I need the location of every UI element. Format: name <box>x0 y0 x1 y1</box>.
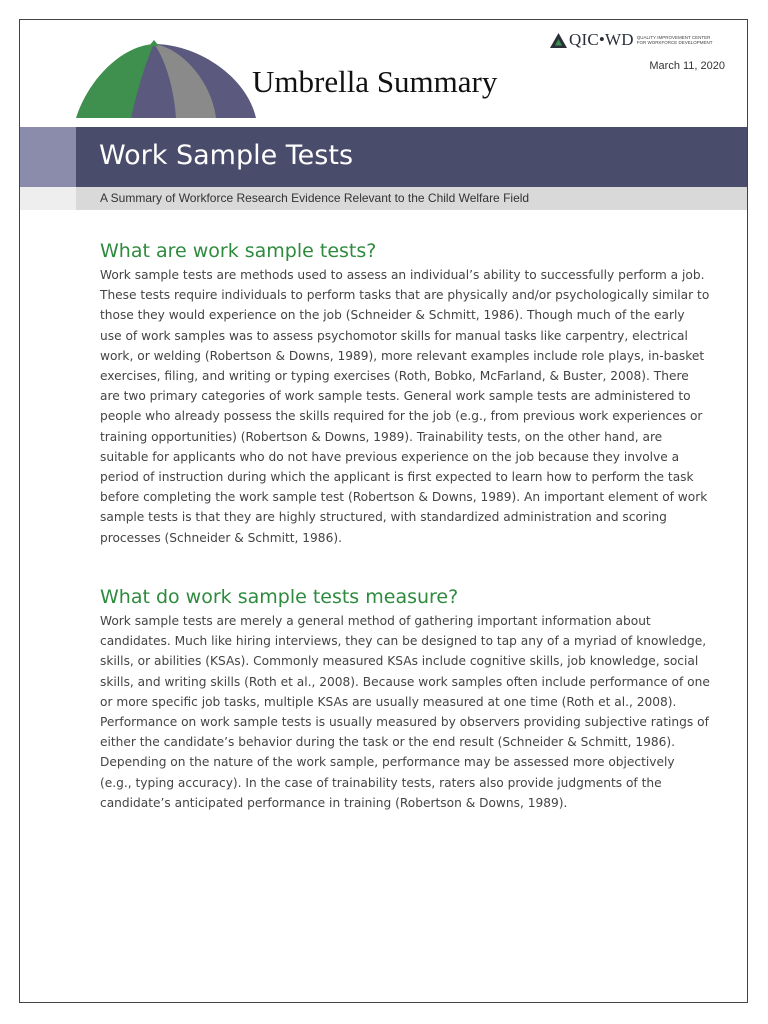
title-banner <box>76 127 748 187</box>
banner-subtitle: A Summary of Workforce Research Evidence Relevant to the Child Welfare Field <box>100 191 530 205</box>
umbrella-logo-icon <box>76 40 256 118</box>
qic-wd-triangle-icon <box>550 33 567 48</box>
org-subtitle-line2: FOR WORKFORCE DEVELOPMENT <box>636 40 713 45</box>
document-date: March 11, 2020 <box>649 60 725 72</box>
org-name: QIC•WD <box>569 30 634 49</box>
section-what-are <box>100 240 710 548</box>
org-logo <box>550 30 713 50</box>
document-page <box>19 19 748 1003</box>
banner-title: Work Sample Tests <box>99 140 354 171</box>
section-heading: What are work sample tests? <box>100 240 377 262</box>
section-body: Work sample tests are merely a general method of gathering important information about candidates. Much like hiring interviews, they can be designed to tap any of a myriad of knowledge, skills, or abilities (KSAs). Commonly measured KSAs include cognitive skills, job knowledge, social skills, and writing skills (Roth et al., 2008). Because work samples often include performance of one or more specific job tasks, multiple KSAs are usually measured at one time (Roth et al., 2008). Performance on work sample tests is usually measured by observers providing subjective ratings of either the candidate’s behavior during the task or the end result (Schneider & Schmitt, 1986). Depending on the nature of the work sample, performance may be assessed more objectively (e.g., typing accuracy). In the case of trainability tests, raters also provide judgments of the candidate’s anticipated performance in training (Robertson & Downs, 1989). <box>100 614 710 810</box>
section-heading: What do work sample tests measure? <box>100 586 459 608</box>
section-body: Work sample tests are methods used to assess an individual’s ability to successfully perform a job. These tests require individuals to perform tasks that are physically and/or psychologically similar to those they would experience on the job (Schneider & Schmitt, 1986). Though much of the early use of work samples was to assess psychomotor skills for manual tasks like carpentry, electrical work, or welding (Robertson & Downs, 1989), more relevant examples include role plays, in-basket exercises, filing, and writing or typing exercises (Roth, Bobko, McFarland, & Buster, 2008). There are two primary categories of work sample tests. General work sample tests are administered to people who already possess the skills required for the job (e.g., from previous work experiences or training opportunities) (Robertson & Downs, 1989). Trainability tests, on the other hand, are suitable for applicants who do not have previous experience on the job because they involve a period of instruction during which the applicant is first expected to learn how to perform the task before completing the work sample test (Robertson & Downs, 1989). An important element of work sample tests is that they are highly structured, with standardized administration and scoring processes (Schneider & Schmitt, 1986). <box>100 268 710 545</box>
subtitle-band <box>76 187 748 210</box>
document-title: Umbrella Summary <box>252 64 498 99</box>
section-what-measure <box>100 586 710 813</box>
subtitle-band-accent <box>20 187 76 210</box>
org-subtitle-line1: QUALITY IMPROVEMENT CENTER <box>636 34 711 40</box>
banner-accent <box>20 127 76 187</box>
org-subtitle <box>637 35 713 46</box>
